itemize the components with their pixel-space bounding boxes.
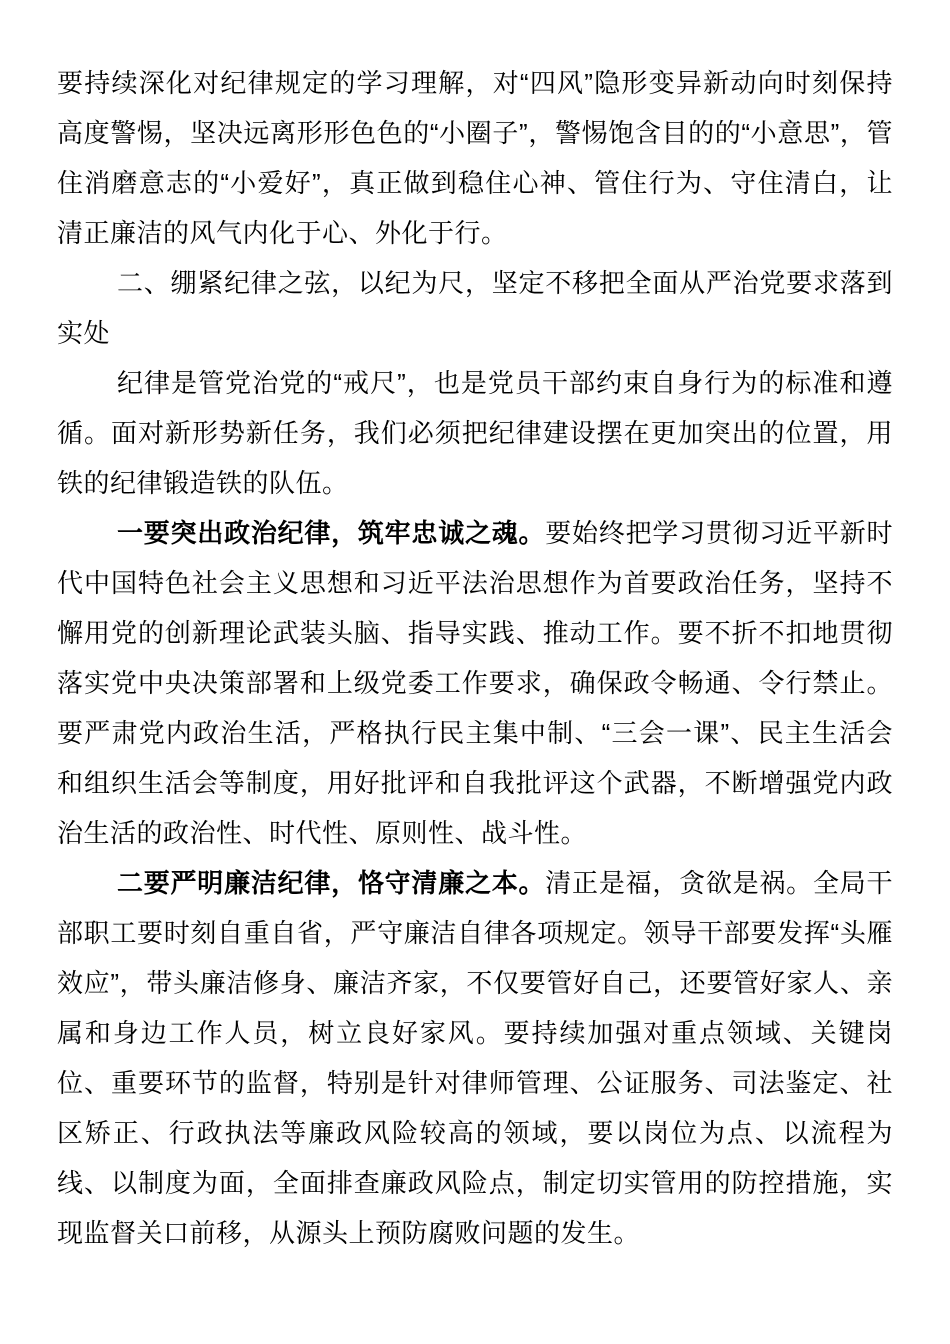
- body-paragraph-continuation: [57, 58, 893, 258]
- document-body: [57, 58, 893, 1258]
- text-run: 纪律是管党治党的“戒尺”，也是党员干部约束自身行为的标准和遵循。面对新形势新任务，我们必须把纪律建设摆在更加突出的位置，用铁的纪律锻造铁的队伍。: [57, 368, 893, 498]
- text-run: 二、绷紧纪律之弦，以纪为尺，坚定不移把全面从严治党要求落到实处: [57, 268, 893, 348]
- text-run: 清正是福，贪欲是祸。全局干部职工要时刻自重自省，严守廉洁自律各项规定。领导干部要发挥“头雁效应”，带头廉洁修身、廉洁齐家，不仅要管好自己，还要管好家人、亲属和身边工作人员，树立良好家风。要持续加强对重点领域、关键岗位、重要环节的监督，特别是针对律师管理、公证服务、司法鉴定、社区矫正、行政执法等廉政风险较高的领域，要以岗位为点、以流程为线、以制度为面，全面排查廉政风险点，制定切实管用的防控措施，实现监督关口前移，从源头上预防腐败问题的发生。: [57, 868, 893, 1248]
- emphasis-lead-run: 一要突出政治纪律，筑牢忠诚之魂。: [117, 518, 546, 548]
- body-paragraph: [57, 858, 893, 1258]
- text-run: 要始终把学习贯彻习近平新时代中国特色社会主义思想和习近平法治思想作为首要政治任务，坚持不懈用党的创新理论武装头脑、指导实践、推动工作。要不折不扣地贯彻落实党中央决策部署和上级党委工作要求，确保政令畅通、令行禁止。要严肃党内政治生活，严格执行民主集中制、“三会一课”、民主生活会和组织生活会等制度，用好批评和自我批评这个武器，不断增强党内政治生活的政治性、时代性、原则性、战斗性。: [57, 518, 893, 848]
- emphasis-lead-run: 二要严明廉洁纪律，恪守清廉之本。: [117, 868, 546, 898]
- section-heading: [57, 258, 893, 358]
- body-paragraph: [57, 508, 893, 858]
- text-run: 要持续深化对纪律规定的学习理解，对“四风”隐形变异新动向时刻保持高度警惕，坚决远离形形色色的“小圈子”，警惕饱含目的的“小意思”，管住消磨意志的“小爱好”，真正做到稳住心神、管住行为、守住清白，让清正廉洁的风气内化于心、外化于行。: [57, 68, 893, 248]
- body-paragraph: [57, 358, 893, 508]
